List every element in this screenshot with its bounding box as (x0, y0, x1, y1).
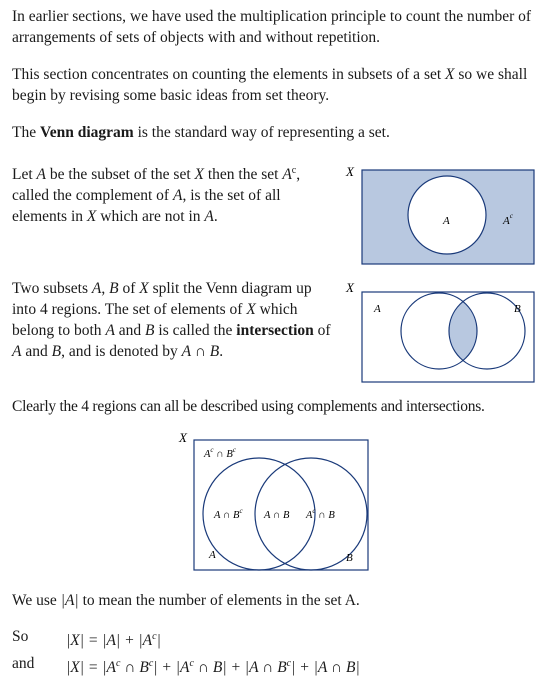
equation-four-regions: $|X| = |A^c$ ∩ $B^c| + |A^c$ ∩ B| + |A ∩ $B^c| + |A$ ∩ B| (66, 658, 360, 677)
diagram2-set-label: X (346, 280, 354, 295)
intersection-paragraph: Two subsets A, B of X split the Venn diagram up into 4 regions. The set of elements of X which belong to both A and B is called the intersection of A and B, and is denoted by A ∩ B. (12, 280, 331, 360)
diagram3-label-b: B (346, 552, 353, 564)
intro-paragraph: In earlier sections, we have used the multiplication principle to count the number of arrangements of sets of objects with and without repetition. (12, 8, 532, 46)
diagram2-label-a: A (374, 303, 381, 315)
intersection-venn-diagram (340, 278, 540, 384)
diagram3-right-region: $A^c$ ∩ B (306, 507, 335, 521)
venn-diagram-definition: The Venn diagram is the standard way of representing a set. (12, 124, 390, 141)
regions-paragraph: Clearly the 4 regions can all be described using complements and intersections. (12, 398, 485, 415)
venn-diagram-term: Venn diagram (39, 124, 134, 141)
and-label: and (12, 655, 35, 672)
equation-complement: $|X| = |A| + |A^c|$ (66, 631, 161, 650)
complement-paragraph: Let A be the subset of the set X then the set $A^c$, called the complement of A, is the set of all elements in X which are not in A. (12, 165, 301, 226)
diagram3-middle-region: A ∩ B (264, 510, 290, 521)
diagram3-outside-region: $A^c$ ∩ $B^c$ (204, 446, 236, 460)
diagram3-left-region: A ∩ $B^c$ (214, 507, 243, 521)
cardinality-paragraph: We use |A| to mean the number of elements in the set A. (12, 592, 360, 609)
complement-venn-diagram (340, 160, 540, 266)
intersection-term: intersection (236, 322, 314, 339)
diagram3-set-label: X (179, 430, 187, 445)
set-theory-paragraph: This section concentrates on counting the elements in subsets of a set X so we shall begin by revising some basic ideas from set theory. (12, 66, 528, 104)
diagram1-set-label: X (346, 164, 354, 179)
diagram1-complement-label: $A^c$ (503, 212, 513, 227)
so-label: So (12, 628, 29, 645)
four-regions-venn-diagram (176, 428, 376, 574)
diagram1-circle-label: A (443, 215, 450, 227)
diagram3-label-a: A (209, 549, 216, 561)
diagram2-label-b: B (514, 303, 521, 315)
